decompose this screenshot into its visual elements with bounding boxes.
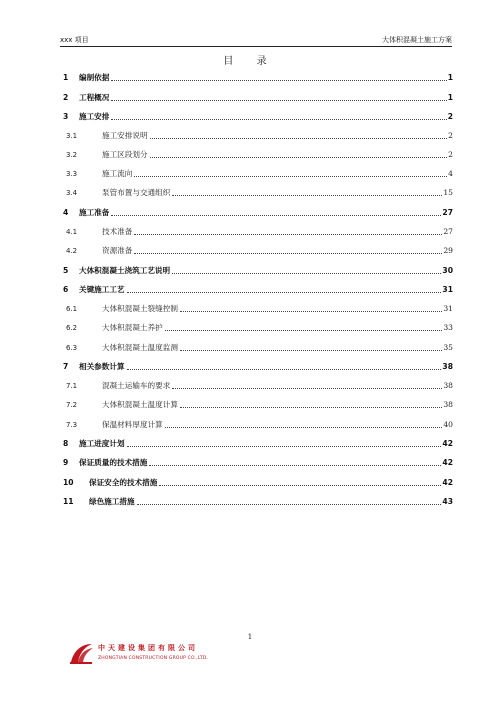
toc-entry-number: 9 xyxy=(63,458,69,467)
toc-leader-dots xyxy=(134,252,442,254)
toc-entry-page: 38 xyxy=(442,362,453,371)
toc-entry[interactable] xyxy=(63,302,453,314)
toc-entry-title: 大体积混凝土浇筑工艺说明 xyxy=(79,266,171,275)
toc-leader-dots xyxy=(165,329,443,331)
toc-entry-number: 4.1 xyxy=(66,228,78,236)
toc-entry-title: 相关参数计算 xyxy=(79,362,125,371)
toc-entry[interactable] xyxy=(63,244,453,256)
toc-entry-number: 3.3 xyxy=(66,170,78,178)
toc-entry[interactable] xyxy=(63,129,453,141)
toc-leader-dots xyxy=(111,99,446,101)
toc-entry-page: 15 xyxy=(443,188,453,197)
toc-leader-dots xyxy=(180,349,442,351)
toc-entry-title: 施工安排 xyxy=(79,112,110,121)
toc-entry-page: 1 xyxy=(447,73,453,82)
toc-entry-page: 42 xyxy=(442,478,453,487)
toc-entry-page: 2 xyxy=(448,131,453,140)
toc-entry-title: 绿色施工措施 xyxy=(89,497,135,506)
toc-entry-title: 保证质量的技术措施 xyxy=(79,458,148,467)
toc-entry-title: 施工准备 xyxy=(79,208,110,217)
toc-leader-dots xyxy=(134,175,447,177)
toc-leader-dots xyxy=(172,194,442,196)
toc-entry-page: 31 xyxy=(443,304,453,313)
logo-company-name-en: ZHONGTIAN CONSTRUCTION GROUP CO.,LTD. xyxy=(98,656,209,661)
toc-entry-page: 2 xyxy=(447,112,453,121)
toc-entry[interactable] xyxy=(63,264,453,276)
toc-entry-title: 关键施工工艺 xyxy=(79,285,125,294)
toc-entry-page: 30 xyxy=(442,266,453,275)
toc-entry[interactable] xyxy=(63,379,453,391)
toc-entry-number: 7.2 xyxy=(66,401,78,409)
company-emblem-icon xyxy=(68,640,96,666)
toc-entry[interactable] xyxy=(63,186,453,198)
toc-entry-page: 1 xyxy=(447,93,453,102)
toc-leader-dots xyxy=(127,291,442,293)
toc-entry-page: 2 xyxy=(448,150,453,159)
toc-entry-number: 8 xyxy=(63,439,69,448)
toc-leader-dots xyxy=(134,233,442,235)
toc-entry-number: 1 xyxy=(63,73,69,82)
toc-entry[interactable] xyxy=(63,225,453,237)
toc-leader-dots xyxy=(172,272,441,274)
toc-entry-page: 42 xyxy=(442,458,453,467)
toc-entry-number: 7.1 xyxy=(66,382,78,390)
toc-entry-page: 38 xyxy=(443,381,453,390)
toc-entry[interactable] xyxy=(63,148,453,160)
toc-leader-dots xyxy=(150,156,448,158)
toc-entry[interactable] xyxy=(63,321,453,333)
toc-entry-number: 6.3 xyxy=(66,344,78,352)
toc-entry[interactable] xyxy=(63,341,453,353)
toc-entry-title: 施工区段划分 xyxy=(102,150,148,159)
page-header xyxy=(60,33,452,45)
toc-entry-page: 43 xyxy=(442,497,453,506)
toc-entry[interactable] xyxy=(63,456,453,468)
toc-entry[interactable] xyxy=(63,360,453,372)
toc-leader-dots xyxy=(127,368,442,370)
toc-entry-page: 31 xyxy=(442,285,453,294)
toc-entry-page: 4 xyxy=(448,169,453,178)
toc-entry-title: 大体积混凝土养护 xyxy=(102,323,163,332)
toc-entry-title: 编制依据 xyxy=(79,73,110,82)
toc-entry-title: 技术准备 xyxy=(102,227,133,236)
logo-company-name: 中天建设集团有限公司 xyxy=(98,644,198,652)
toc-entry-number: 2 xyxy=(63,93,69,102)
toc-entry[interactable] xyxy=(63,110,453,122)
toc-entry-title: 大体积混凝土温度计算 xyxy=(102,400,178,409)
toc-entry[interactable] xyxy=(63,476,453,488)
toc-entry-page: 33 xyxy=(443,323,453,332)
toc-entry-number: 3.4 xyxy=(66,189,78,197)
toc-leader-dots xyxy=(150,137,448,139)
toc-entry[interactable] xyxy=(63,398,453,410)
header-project-name: xxx 项目 xyxy=(60,36,89,44)
toc-leader-dots xyxy=(137,503,442,505)
toc-leader-dots xyxy=(111,79,446,81)
toc-entry[interactable] xyxy=(63,283,453,295)
header-divider xyxy=(60,46,452,47)
toc-entry-number: 6.2 xyxy=(66,324,78,332)
toc-entry-page: 35 xyxy=(443,343,453,352)
toc-entry-page: 29 xyxy=(443,246,453,255)
toc-entry-title: 施工安排说明 xyxy=(102,131,148,140)
toc-entry-title: 资源准备 xyxy=(102,246,133,255)
toc-entry[interactable] xyxy=(63,71,453,83)
toc-leader-dots xyxy=(149,464,441,466)
toc-entry-number: 11 xyxy=(63,497,74,506)
toc-entry-title: 大体积混凝土温度监测 xyxy=(102,343,178,352)
toc-leader-dots xyxy=(172,387,442,389)
toc-entry-title: 泵管布置与交通组织 xyxy=(102,188,171,197)
toc-entry-title: 施工流向 xyxy=(102,169,133,178)
header-document-title: 大体积混凝土施工方案 xyxy=(382,36,452,44)
toc-leader-dots xyxy=(127,445,442,447)
toc-entry-page: 27 xyxy=(443,227,453,236)
toc-entry[interactable] xyxy=(63,167,453,179)
toc-leader-dots xyxy=(180,406,442,408)
toc-entry-title: 施工进度计划 xyxy=(79,439,125,448)
toc-entry-number: 7 xyxy=(63,362,69,371)
toc-entry-number: 4.2 xyxy=(66,247,78,255)
toc-entry-number: 3 xyxy=(63,112,69,121)
toc-entry[interactable] xyxy=(63,495,453,507)
toc-entry[interactable] xyxy=(63,418,453,430)
toc-leader-dots xyxy=(180,310,442,312)
toc-entry-title: 混凝土运输车的要求 xyxy=(102,381,171,390)
toc-entry[interactable] xyxy=(63,206,453,218)
toc-entry-number: 3.1 xyxy=(66,132,78,140)
toc-entry-page: 38 xyxy=(443,400,453,409)
toc-entry-number: 6 xyxy=(63,285,69,294)
toc-heading: 目 录 xyxy=(223,56,277,67)
page-number: 1 xyxy=(247,633,253,641)
toc-entry-page: 42 xyxy=(442,439,453,448)
toc-entry-title: 保温材料厚度计算 xyxy=(102,420,163,429)
toc-entry-page: 27 xyxy=(442,208,453,217)
toc-entry-title: 大体积混凝土裂缝控制 xyxy=(102,304,178,313)
toc-entry[interactable] xyxy=(63,437,453,449)
toc-leader-dots xyxy=(111,214,441,216)
toc-entry-number: 4 xyxy=(63,208,69,217)
company-logo xyxy=(68,640,268,670)
toc-entry-title: 保证安全的技术措施 xyxy=(89,478,158,487)
toc-entry-number: 5 xyxy=(63,266,69,275)
toc-entry-number: 3.2 xyxy=(66,151,78,159)
toc-entry-number: 6.1 xyxy=(66,305,78,313)
toc-entry-number: 7.3 xyxy=(66,421,78,429)
toc-leader-dots xyxy=(165,426,443,428)
toc-entry-title: 工程概况 xyxy=(79,93,110,102)
toc-leader-dots xyxy=(159,484,441,486)
toc-entry-page: 40 xyxy=(443,420,453,429)
toc-entry[interactable] xyxy=(63,91,453,103)
toc-entry-number: 10 xyxy=(63,478,74,487)
toc-leader-dots xyxy=(111,118,446,120)
